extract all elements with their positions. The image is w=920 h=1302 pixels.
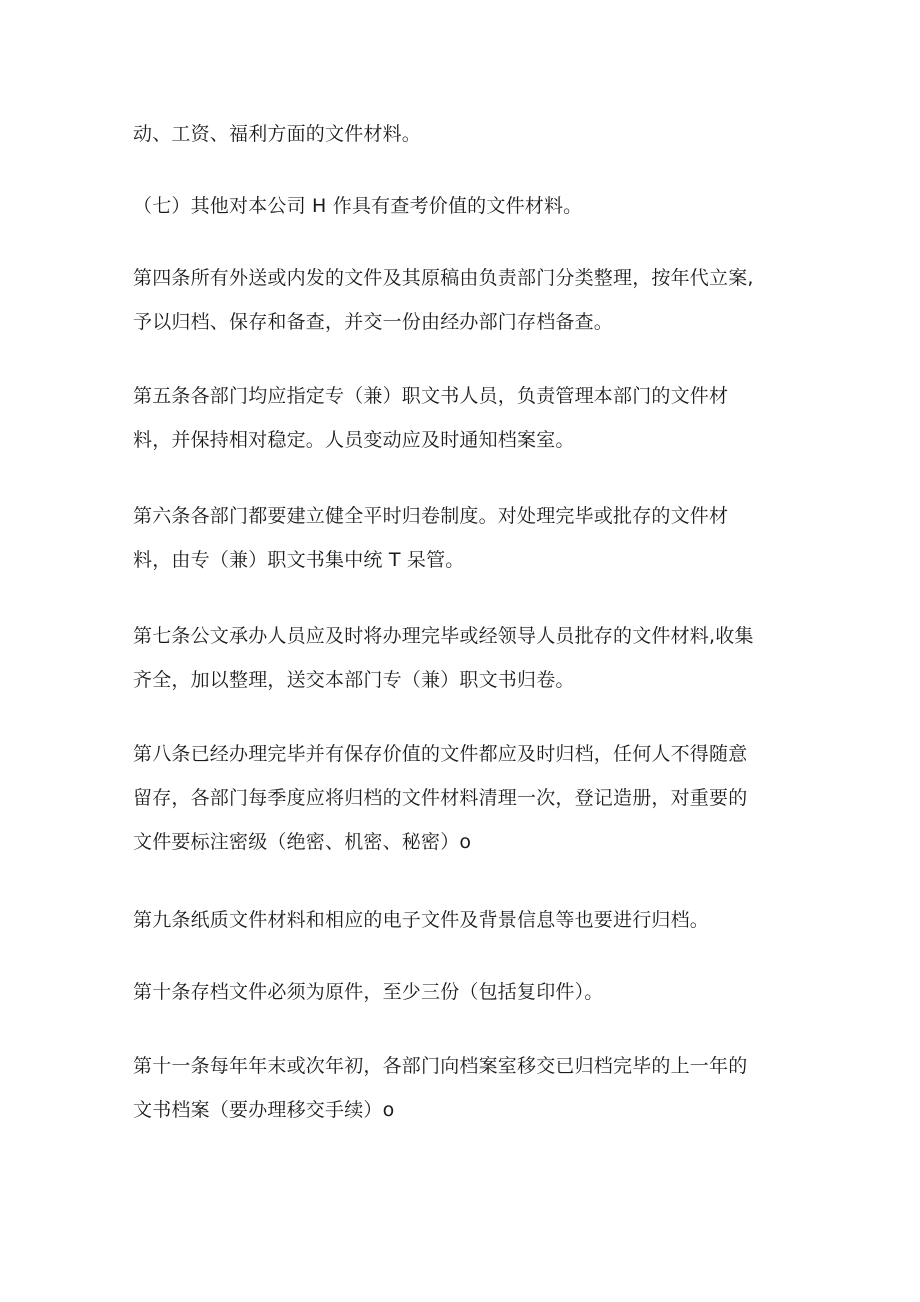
paragraph-line: 料，并保持相对稳定。人员变动应及时通知档案室。: [133, 429, 575, 451]
paragraph-1: [133, 112, 793, 156]
paragraph-2: [133, 184, 793, 228]
paragraph-article-4: [133, 256, 793, 344]
paragraph-line: 第十条存档文件必须为原件，至少三份（包括复印件）。: [133, 981, 604, 1003]
paragraph-article-7: [133, 614, 793, 702]
paragraph-line: 第十一条每年年末或次年初，各部门向档案室移交已归档完毕的上一年的: [133, 1055, 748, 1077]
paragraph-article-9: [133, 898, 793, 942]
paragraph-line: 第五条各部门均应指定专（兼）职文书人员，负责管理本部门的文件材: [133, 385, 729, 407]
paragraph-line: 动、工资、福利方面的文件材料。: [133, 123, 422, 145]
paragraph-line: 予以归档、保存和备查，并交一份由经办部门存档备查。: [133, 311, 614, 333]
paragraph-line: 文书档案（要办理移交手续）o: [133, 1099, 395, 1121]
paragraph-line: 第四条所有外送或内发的文件及其原稿由负责部门分类整理，按年代立案,: [133, 267, 754, 289]
paragraph-article-10: [133, 970, 793, 1014]
paragraph-line: 第七条公文承办人员应及时将办理完毕或经领导人员批存的文件材料,收集: [133, 625, 754, 647]
paragraph-line: 文件要标注密级（绝密、机密、秘密）o: [133, 831, 472, 853]
paragraph-line: 第九条纸质文件材料和相应的电子文件及背景信息等也要进行归档。: [133, 909, 710, 931]
paragraph-article-6: [133, 494, 793, 582]
paragraph-line: 齐全，加以整理，送交本部门专（兼）职文书归卷。: [133, 669, 575, 691]
paragraph-line: 留存，各部门每季度应将归档的文件材料清理一次，登记造册，对重要的: [133, 787, 748, 809]
paragraph-line: 料，由专（兼）职文书集中统 T 呆管。: [133, 549, 465, 571]
paragraph-article-8: [133, 732, 793, 864]
paragraph-article-5: [133, 374, 793, 462]
paragraph-line: （七）其他对本公司 H 作具有查考价值的文件材料。: [133, 195, 583, 217]
paragraph-line: 第六条各部门都要建立健全平时归卷制度。对处理完毕或批存的文件材: [133, 505, 729, 527]
paragraph-article-11: [133, 1044, 793, 1132]
paragraph-line: 第八条已经办理完毕并有保存价值的文件都应及时归档，任何人不得随意: [133, 743, 748, 765]
